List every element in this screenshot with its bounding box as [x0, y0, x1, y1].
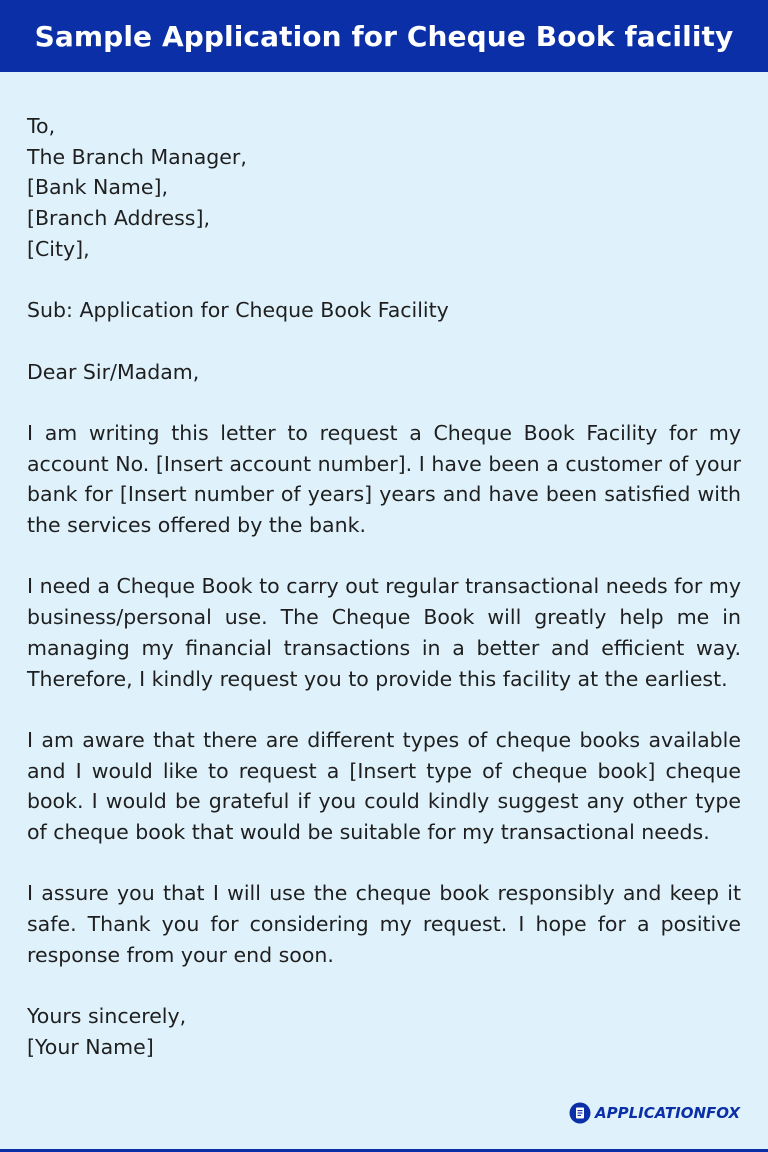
brand-name: APPLICATIONFOX — [595, 1104, 741, 1122]
recipient-address — [27, 111, 741, 265]
signature-line: [Your Name] — [27, 1034, 154, 1059]
body-paragraph: I assure you that I will use the cheque book responsibly and keep it safe. Thank you for considering my request. I hope for a positive response from your end soon. — [27, 881, 741, 967]
subject-line: Sub: Application for Cheque Book Facility — [27, 298, 449, 323]
page-title: Sample Application for Cheque Book facility — [34, 19, 734, 53]
document-logo-icon — [569, 1102, 591, 1124]
page-header — [0, 0, 768, 72]
closing-line: Yours sincerely, — [27, 1004, 187, 1029]
body-paragraph: I am writing this letter to request a Cheque Book Facility for my account No. [Insert account number]. I have been a customer of your bank for [Insert number of years] years and have been satisfied with the services offered by the bank. — [27, 420, 741, 538]
letter-body — [27, 111, 741, 1063]
address-line: To, — [27, 114, 56, 138]
body-paragraph: I am aware that there are different types of cheque books available and I would like to request a [Insert type of cheque book] cheque book. I would be grateful if you could kindly suggest any other type of cheque book that would be suitable for my transactional needs. — [27, 727, 741, 845]
salutation: Dear Sir/Madam, — [27, 359, 200, 384]
address-line: [Bank Name], — [27, 175, 168, 200]
address-line: [City], — [27, 236, 90, 261]
address-line: [Branch Address], — [27, 206, 210, 231]
body-paragraph: I need a Cheque Book to carry out regular transactional needs for my business/personal use. The Cheque Book will greatly help me in managing my financial transactions in a better and efficient way. Therefore, I kindly request you to provide this facility at the earliest. — [27, 574, 741, 691]
address-line: The Branch Manager, — [27, 144, 247, 169]
brand-logo — [569, 1101, 740, 1125]
